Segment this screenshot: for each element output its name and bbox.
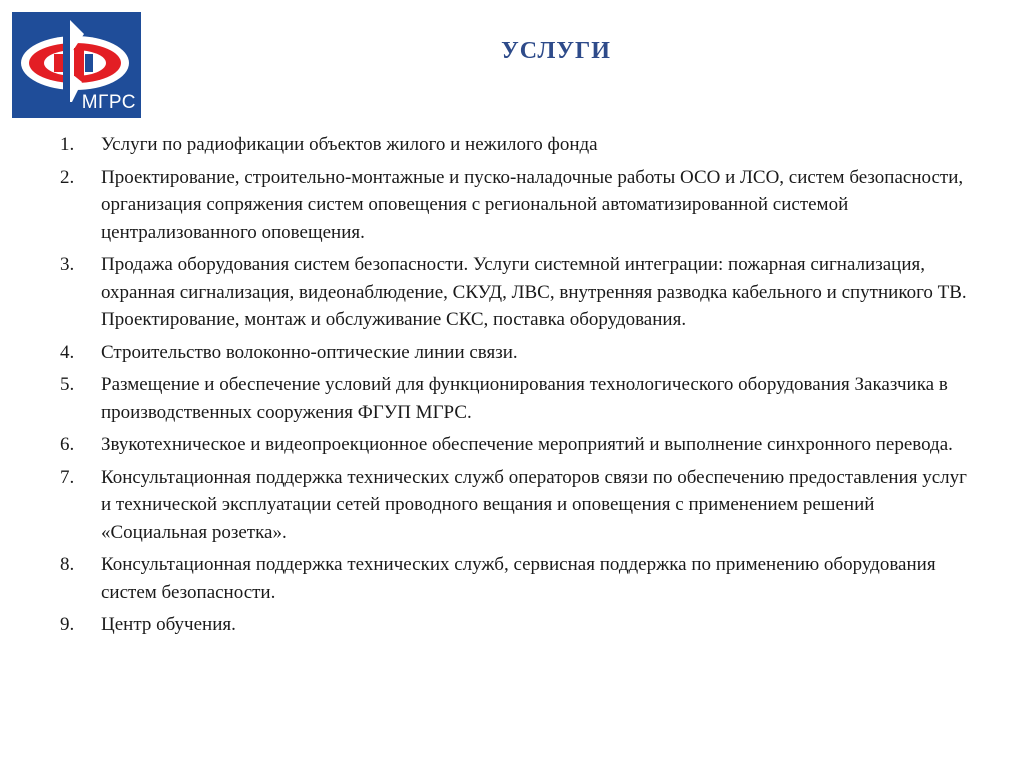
item-text: Звукотехническое и видеопроекционное обеспечение мероприятий и выполнение синхронного перевода.	[101, 434, 953, 455]
item-number: 9.	[60, 614, 75, 635]
item-text: Консультационная поддержка технических служб, сервисная поддержка по применению оборудования систем безопасности.	[101, 554, 936, 603]
list-item	[60, 131, 980, 159]
list-item	[60, 464, 980, 547]
list-item	[60, 339, 980, 367]
item-text: Проектирование, строительно-монтажные и пуско-наладочные работы ОСО и ЛСО, систем безопасности, организация сопряжения систем оповещения с региональной автоматизированной системой централизованного оповещения.	[101, 166, 964, 243]
item-number: 1.	[60, 134, 75, 155]
slide-title: УСЛУГИ	[501, 38, 611, 64]
logo-text: МГРС	[81, 92, 136, 113]
services-list	[60, 131, 980, 644]
item-number: 8.	[60, 554, 75, 575]
item-number: 3.	[60, 254, 75, 275]
item-number: 2.	[60, 166, 75, 188]
item-number: 5.	[60, 374, 75, 395]
item-number: 4.	[60, 341, 75, 363]
item-text: Продажа оборудования систем безопасности. Услуги системной интеграции: пожарная сигнализация, охранная сигнализация, видеонаблюдение, СКУД, ЛВС, внутренняя разводка кабельного и спутникого ТВ. Проектирование, монтаж и обслуживание СКС, поставка оборудования.	[101, 254, 967, 330]
item-text: Консультационная поддержка технических служб операторов связи по обеспечению предоставления услуг и технической эксплуатации сетей проводного вещания и оповещения с применением решений «Социальная розетка».	[101, 466, 967, 543]
item-text: Услуги по радиофикации объектов жилого и нежилого фонда	[101, 134, 598, 155]
list-item	[60, 551, 980, 606]
company-logo	[12, 12, 141, 118]
list-item	[60, 371, 980, 426]
item-text: Размещение и обеспечение условий для функционирования технологического оборудования Заказчика в производственных сооружения ФГУП МГРС.	[101, 374, 948, 423]
list-item	[60, 611, 980, 639]
slide-title-wrapper	[0, 38, 1024, 65]
item-number: 7.	[60, 466, 75, 488]
list-item	[60, 431, 980, 459]
item-text: Строительство волоконно-оптические линии связи.	[101, 341, 518, 363]
list-item	[60, 164, 980, 247]
item-text: Центр обучения.	[101, 614, 236, 635]
list-item	[60, 251, 980, 334]
item-number: 6.	[60, 434, 75, 455]
